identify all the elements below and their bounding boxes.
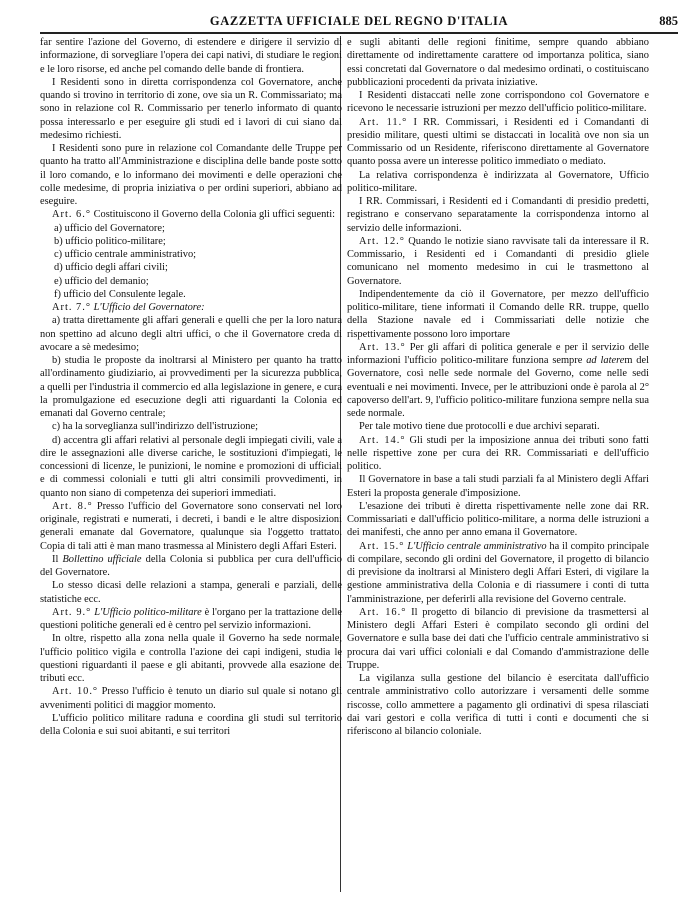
article-label: Art. 14.°: [359, 434, 406, 446]
article-text: Per gli affari di politica generale e per il servizio delle informazioni l'ufficio politico-militare funziona sempre: [347, 341, 649, 366]
paragraph: I Residenti sono in diretta corrispondenza col Governatore, anche quando si trovino in territorio di zone, ove sia un R. Commissariato; ma sono in relazione col R. Commissario per tenerlo informato di quanto possa interessarlo e per eseguire gli studi ed i lavori di cui siano dal medesimo richiesti.: [40, 76, 342, 141]
paragraph: c) ha la sorveglianza sull'indirizzo dell'istruzione;: [52, 421, 259, 433]
text-run: della Colonia si pubblica per cura dell'ufficio del Governatore.: [40, 553, 342, 578]
paragraph: far sentire l'azione del Governo, di estendere e dirigere il servizio di informazione, di sorvegliare l'opera dei capi nativi, di studiare le regioni e le loro risorse, ed anche pel comando delle bande di frontiera.: [40, 37, 342, 75]
article-11: [347, 116, 649, 169]
article-10: [40, 685, 342, 712]
article-text: Costituiscono il Governo della Colonia gli uffici seguenti:: [93, 209, 335, 221]
article-text: Gli studi per la imposizione annua dei tributi sono fatti nelle rispettive zone per cura dei RR. Commissariati e dell'ufficio politico.: [347, 434, 649, 472]
article-label: Art. 9.°: [52, 606, 92, 618]
article-text: I RR. Commissari, i Residenti ed i Comandanti di presidio militare, questi ultimi se distaccati in località ove non sia un Commissario od un Residente, riferiscono direttamente al Governatore quanto possa avere un interesse politico immediato o mediato.: [347, 116, 649, 168]
paragraph: I Residenti distaccati nelle zone corrispondono col Governatore e ricevono le necessarie istruzioni per mezzo dell'ufficio politico-militare.: [347, 90, 649, 115]
paragraph: Lo stesso dicasi delle relazioni a stampa, generali e parziali, delle statistiche ecc.: [40, 580, 342, 605]
paragraph: d) accentra gli affari relativi al personale degli impiegati civili, vale a dire le assegnazioni alle diverse cariche, le sostituzioni d'impiegati, le concessioni di licenze, le punizioni, le nomine e promozioni di ufficiali e di commessi coloniali e tutti gli altri consimili provvedimenti, in quanto non siano di competenza dei superiori immediati.: [40, 434, 342, 499]
article-16: [347, 606, 649, 672]
paragraph: Per tale motivo tiene due protocolli e due archivi separati.: [359, 421, 600, 433]
article-label: Art. 11.°: [359, 116, 408, 128]
page-number: 885: [659, 14, 678, 28]
article-label: Art. 8.°: [52, 500, 93, 512]
article-8: [40, 500, 342, 553]
article-text: Presso l'ufficio è tenuto un diario sul quale si notano gli avvenimenti politici di maggior momento.: [40, 686, 342, 711]
article-label: Art. 16.°: [359, 606, 407, 618]
paragraph: b) studia le proposte da inoltrarsi al Ministero per quanto ha tratto all'ordinamento giudiziario, ai provvedimenti per la sicurezza pubblica, a quelli per l'industria il commercio ed alla legislazione in genere, e cura la promulgazione ed esecuzione degli atti riguardanti la Colonia ed emanati dal Governo centrale;: [40, 355, 342, 419]
article-text: Quando le notizie siano ravvisate tali da interessare il R. Commissario, i Residenti ed i Comandanti di presidio gliele comunicano nel momento medesimo in cui le trasmettono al Governatore.: [347, 235, 649, 287]
paragraph: e sugli abitanti delle regioni finitime, sempre quando abbiano direttamente od indirettamente carattere od importanza politica, siano essi concretati dal Governatore o dal medesimo ordinati, o costituiscano pubblicazioni procedenti da privata iniziative.: [347, 37, 649, 88]
article-15: [347, 540, 649, 606]
right-column: [347, 36, 649, 894]
list-item: e) ufficio del demanio;: [54, 275, 149, 287]
list-item: c) ufficio centrale amministrativo;: [54, 249, 197, 260]
paragraph: La relativa corrispondenza è indirizzata al Governatore, Ufficio politico-militare.: [347, 169, 649, 194]
article-label: Art. 15.°: [359, 540, 405, 552]
bollettino-title: Bollettino ufficiale: [62, 553, 142, 565]
paragraph: La vigilanza sulla gestione del bilancio è esercitata dall'ufficio centrale amministrativo collo autorizzare i versamenti delle somme riscosse, collo ammettere a pagamento gli ordinativi di spesa rilasciati dai vari gestori e colla verifica di tutti i conti e documenti che si riferiscono al bilancio coloniale.: [347, 673, 649, 737]
article-title: L'Ufficio del Governatore:: [93, 302, 205, 313]
list-item: d) ufficio degli affari civili;: [54, 262, 168, 274]
gazette-title: GAZZETTA UFFICIALE DEL REGNO D'ITALIA: [209, 14, 509, 28]
paragraph: a) tratta direttamente gli affari generali e quelli che per la loro natura non spettino ad alcuno degli altri uffici, o che il Governatore creda di avocare a sè medesimo;: [40, 315, 342, 353]
article-text: Presso l'ufficio del Governatore sono conservati nel loro originale, registrati e numerati, i decreti, i bandi e le altre disposizioni generali emanate dal Governatore, qualunque sia l'oggetto trattato. Copia di tali atti è man mano trasmessa al Ministero degli Affari Esteri.: [40, 500, 342, 552]
article-14: [347, 434, 649, 474]
list-item: a) ufficio del Governatore;: [54, 222, 165, 234]
paragraph: L'esazione dei tributi è diretta rispettivamente nelle zone dai RR. Commissariati e dall'ufficio politico-militare, a norma delle istruzioni a dei manifesti, che anno per anno emana il Governatore.: [347, 500, 649, 539]
article-6: [40, 208, 342, 221]
article-12: [347, 235, 649, 288]
left-column: [40, 36, 342, 894]
paragraph: In oltre, rispetto alla zona nella quale il Governo ha sede normale, l'ufficio politico vigila e controlla l'azione dei capi indigeni, studia le questioni riguardanti il paese e gli abitanti, provvede alla esazione dei tributi ecc.: [40, 633, 342, 684]
paragraph: I Residenti sono pure in relazione col Comandante delle Truppe per quanto ha tratto all'Amministrazione e disciplina delle bande poste sotto il loro comando, e lo informano dei movimenti e delle operazioni che colle medesime, di propria iniziativa o per ordini superiori, abbiano ad eseguire.: [40, 143, 342, 207]
article-text: Il progetto di bilancio di previsione da trasmettersi al Ministero degli Affari Esteri è compilato secondo gli ordini del Governatore e sulla base dei dati che l'ufficio centrale amministrativo si procura dai vari uffici coloniali e dal Comando d'ammistrazione delle Truppe.: [347, 606, 649, 671]
paragraph: L'ufficio politico militare raduna e coordina gli studi sul territorio della Colonia e sui suoi abitanti, e sui territori: [40, 712, 342, 737]
text-run: Il: [52, 553, 63, 565]
paragraph: [40, 553, 342, 580]
article-label: Art. 6.°: [52, 209, 91, 221]
article-label: Art. 10.°: [52, 686, 99, 698]
article-text: è l'organo per la trattazione delle questioni politiche generali ed è centro pel servizio informazioni.: [40, 606, 342, 631]
article-label: Art. 13.°: [359, 341, 406, 353]
article-label: Art. 12.°: [359, 235, 405, 247]
latin-phrase: ad latere: [586, 355, 625, 366]
paragraph: I RR. Commissari, i Residenti ed i Comandanti di presidio predetti, registrano e conservano separatamente la corrispondenza intorno al servizio delle informazioni.: [347, 196, 649, 234]
article-13: [347, 341, 649, 421]
paragraph: Il Governatore in base a tali studi parziali fa al Ministero degli Affari Esteri la proposta generale d'imposizione.: [347, 474, 649, 499]
article-text: m del Governatore, così nelle sede normale del Governo, come nelle sedi eventuali e nei movimenti. Invece, per le attribuzioni onde è parola al 2° capoverso dell'art. 9, l'ufficio politico-militare funziona sempre nella sua sede normale.: [347, 355, 649, 419]
list-item: b) ufficio politico-militare;: [54, 235, 166, 247]
article-7: [40, 301, 342, 314]
article-title: L'Ufficio politico-militare: [94, 606, 202, 618]
article-label: Art. 7.°: [52, 302, 91, 313]
article-title: L'Ufficio centrale amministrativo: [407, 540, 547, 552]
list-item: f) ufficio del Consulente legale.: [54, 288, 186, 300]
article-9: [40, 606, 342, 633]
paragraph: Indipendentemente da ciò il Governatore, per mezzo dell'ufficio politico-militare, tiene informati il Comando delle RR. truppe, quello della Stazione navale ed i Commissariati delle notizie che rispettivamente possono loro importare: [347, 288, 649, 340]
article-text: ha il compito principale di compilare, secondo gli ordini del Governatore, il progetto di bilancio di previsione da inoltrarsi al Ministero degli Affari Esteri, di vigilare la gestione amministrativa della Colonia e di riassumere i conti di tutta l'amministrazione, per deferirli alla revisione del Governo centrale.: [347, 540, 649, 605]
page-header: [40, 10, 678, 34]
